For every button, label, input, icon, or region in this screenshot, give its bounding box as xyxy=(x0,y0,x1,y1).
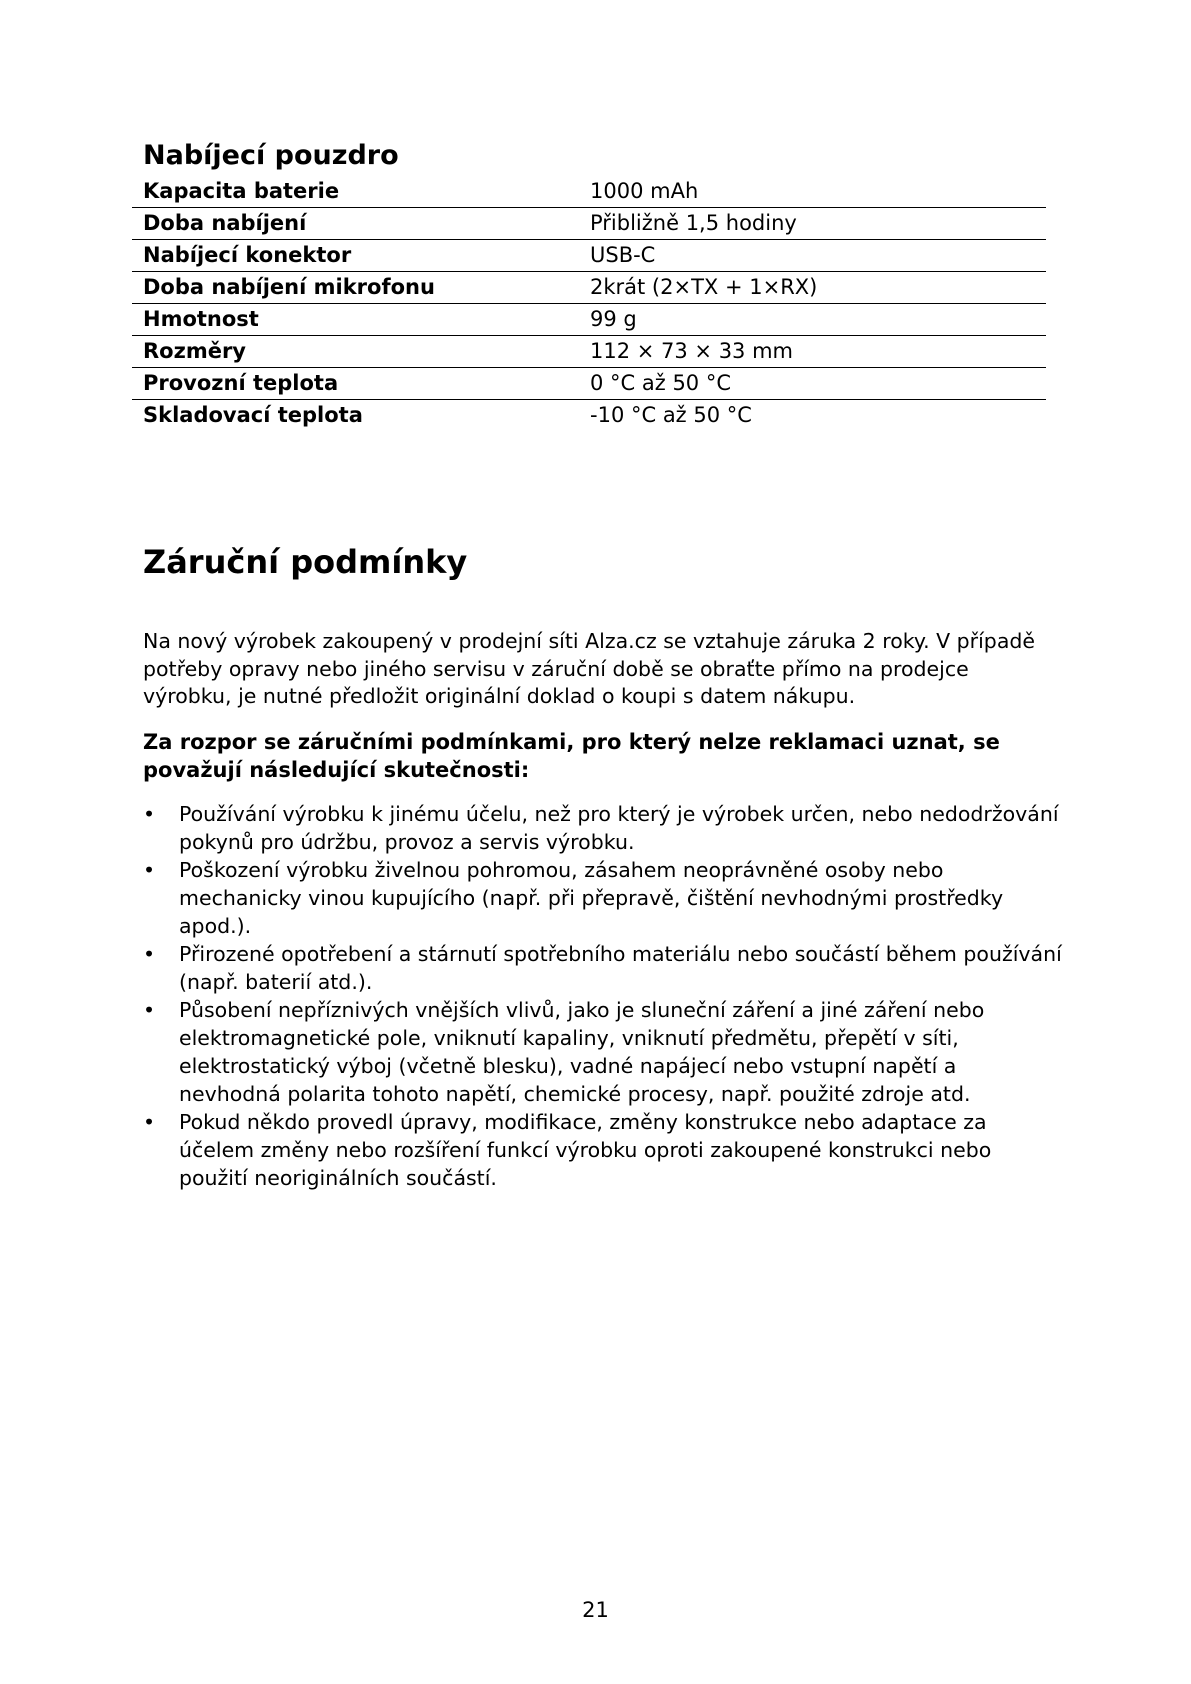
page-number: 21 xyxy=(582,1598,609,1622)
condition-text: Přirozené opotřebení a stárnutí spotřebního materiálu nebo součástí během používání (např. baterií atd.). xyxy=(179,942,1062,994)
warranty-intro-paragraph: Na nový výrobek zakoupený v prodejní síti Alza.cz se vztahuje záruka 2 roky. V případě potřeby opravy nebo jiného servisu v záruční době se obraťte přímo na prodejce výrobku, je nutné předložit originální doklad o koupi s datem nákupu. xyxy=(143,629,1036,708)
charging-case-title: Nabíjecí pouzdro xyxy=(143,140,399,171)
spec-label: Doba nabíjení mikrofonu xyxy=(132,272,590,304)
spec-label: Skladovací teplota xyxy=(143,403,363,427)
spec-row xyxy=(132,208,1046,240)
warranty-conditions-heading: Za rozpor se záručními podmínkami, pro který nelze reklamaci uznat, se považují následující skutečnosti: xyxy=(143,730,1000,782)
spec-row xyxy=(132,176,1046,208)
list-item xyxy=(143,856,1063,940)
spec-value: 112 × 73 × 33 mm xyxy=(590,336,1046,368)
spec-label: Provozní teplota xyxy=(132,368,590,400)
spec-row xyxy=(132,368,1046,400)
spec-row xyxy=(132,304,1046,336)
warranty-title: Záruční podmínky xyxy=(143,543,468,581)
condition-text: Používání výrobku k jinému účelu, než pro který je výrobek určen, nebo nedodržování pokynů pro údržbu, provoz a servis výrobku. xyxy=(179,802,1059,854)
bullet-icon: • xyxy=(143,1110,156,1134)
list-item xyxy=(143,940,1063,996)
list-item xyxy=(143,800,1063,856)
spec-label: Hmotnost xyxy=(132,304,590,336)
bullet-icon: • xyxy=(143,998,156,1022)
bullet-icon: • xyxy=(143,858,156,882)
spec-label: Nabíjecí konektor xyxy=(132,240,590,272)
spec-value: 1000 mAh xyxy=(590,176,1046,208)
charging-case-specs-table xyxy=(132,176,1046,431)
warranty-conditions-list xyxy=(143,800,1063,1192)
spec-value: 2krát (2×TX + 1×RX) xyxy=(590,272,1046,304)
list-item xyxy=(143,1108,1063,1192)
spec-value: 0 °C až 50 °C xyxy=(590,368,1046,400)
bullet-icon: • xyxy=(143,942,156,966)
condition-text: Působení nepříznivých vnějších vlivů, jako je sluneční záření a jiné záření nebo elektromagnetické pole, vniknutí kapaliny, vniknutí předmětu, přepětí v síti, elektrostatický výboj (včetně blesku), vadné napájecí nebo vstupní napětí a nevhodná polarita tohoto napětí, chemické procesy, např. použité zdroje atd. xyxy=(179,998,985,1106)
spec-label: Rozměry xyxy=(132,336,590,368)
spec-value: Přibližně 1,5 hodiny xyxy=(590,208,1046,240)
spec-row xyxy=(132,400,1046,432)
bullet-icon: • xyxy=(143,802,156,826)
spec-label: Kapacita baterie xyxy=(132,176,590,208)
spec-row xyxy=(132,272,1046,304)
list-item xyxy=(143,996,1063,1108)
spec-value: 99 g xyxy=(590,304,1046,336)
spec-label: Doba nabíjení xyxy=(132,208,590,240)
condition-text: Pokud někdo provedl úpravy, modifikace, změny konstrukce nebo adaptace za účelem změny nebo rozšíření funkcí výrobku oproti zakoupené konstrukci nebo použití neoriginálních součástí. xyxy=(179,1110,992,1190)
spec-value: -10 °C až 50 °C xyxy=(590,403,752,427)
spec-value: USB-C xyxy=(590,240,1046,272)
spec-row xyxy=(132,336,1046,368)
condition-text: Poškození výrobku živelnou pohromou, zásahem neoprávněné osoby nebo mechanicky vinou kupujícího (např. při přepravě, čištění nevhodnými prostředky apod.). xyxy=(179,858,1004,938)
spec-row xyxy=(132,240,1046,272)
